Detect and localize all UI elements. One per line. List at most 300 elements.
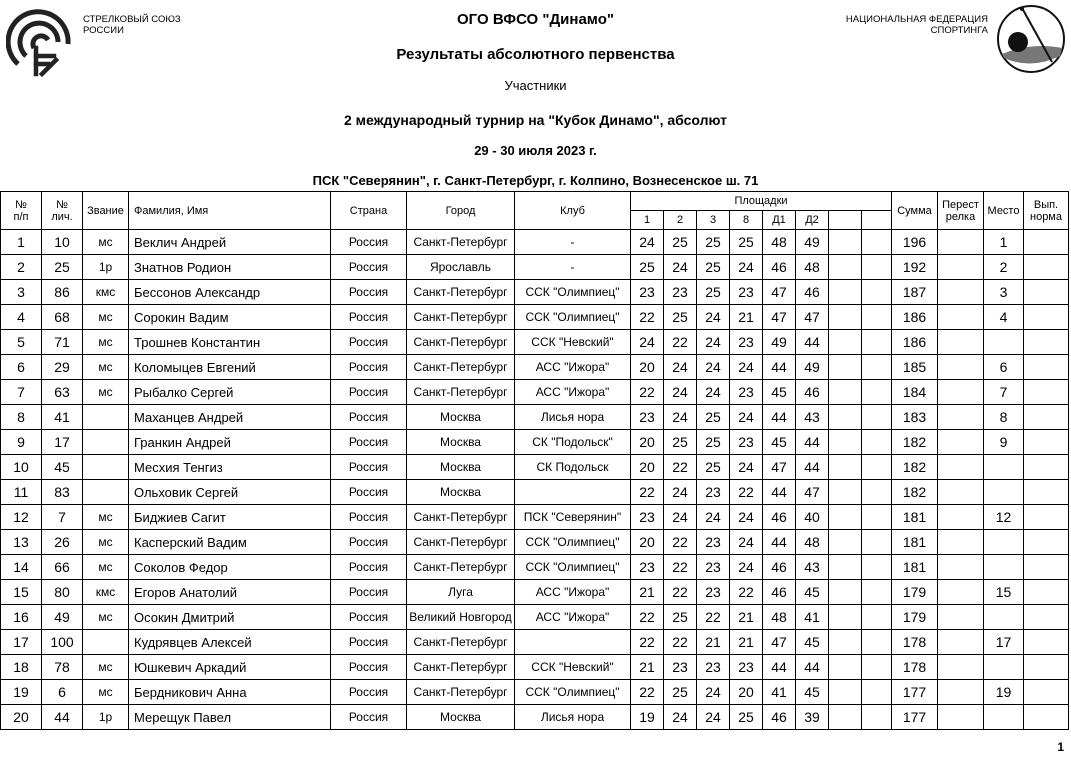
platform-score xyxy=(862,480,892,505)
club: АСС "Ижора" xyxy=(515,605,631,630)
platform-score: 23 xyxy=(697,580,730,605)
platform-score: 45 xyxy=(763,380,796,405)
city: Москва xyxy=(407,430,515,455)
athlete-name: Трошнев Константин xyxy=(129,330,331,355)
sport-rank: мс xyxy=(83,555,129,580)
platform-score: 49 xyxy=(796,355,829,380)
platform-score: 22 xyxy=(631,605,664,630)
sport-rank: мс xyxy=(83,305,129,330)
athlete-name: Маханцев Андрей xyxy=(129,405,331,430)
country: Россия xyxy=(331,255,407,280)
norm xyxy=(1024,505,1069,530)
row-number: 16 xyxy=(1,605,42,630)
table-row xyxy=(1,280,1069,305)
header-platform: Д1 xyxy=(763,211,796,230)
table-row xyxy=(1,505,1069,530)
city: Москва xyxy=(407,405,515,430)
platform-score: 24 xyxy=(730,530,763,555)
header-name: Фамилия, Имя xyxy=(129,192,331,230)
license-number: 17 xyxy=(42,430,83,455)
country: Россия xyxy=(331,455,407,480)
platform-score: 23 xyxy=(631,555,664,580)
platform-score: 23 xyxy=(631,280,664,305)
club: ССК "Олимпиец" xyxy=(515,305,631,330)
athlete-name: Мерещук Павел xyxy=(129,705,331,730)
sport-rank xyxy=(83,405,129,430)
norm xyxy=(1024,430,1069,455)
table-row xyxy=(1,580,1069,605)
row-number: 3 xyxy=(1,280,42,305)
club xyxy=(515,480,631,505)
platform-score: 22 xyxy=(631,480,664,505)
place xyxy=(984,605,1024,630)
platform-score: 23 xyxy=(730,280,763,305)
city: Москва xyxy=(407,455,515,480)
norm xyxy=(1024,280,1069,305)
platform-score xyxy=(829,280,862,305)
platform-score: 25 xyxy=(664,230,697,255)
shootoff xyxy=(938,705,984,730)
license-number: 6 xyxy=(42,680,83,705)
platform-score: 20 xyxy=(730,680,763,705)
shootoff xyxy=(938,680,984,705)
table-row xyxy=(1,455,1069,480)
place xyxy=(984,555,1024,580)
platform-score: 22 xyxy=(664,330,697,355)
license-number: 68 xyxy=(42,305,83,330)
license-number: 25 xyxy=(42,255,83,280)
place: 6 xyxy=(984,355,1024,380)
platform-score: 22 xyxy=(631,305,664,330)
platform-score: 46 xyxy=(796,280,829,305)
platform-score: 22 xyxy=(697,605,730,630)
platform-score: 24 xyxy=(730,255,763,280)
country: Россия xyxy=(331,280,407,305)
shootoff xyxy=(938,605,984,630)
total-sum: 183 xyxy=(892,405,938,430)
platform-score: 20 xyxy=(631,530,664,555)
platform-score xyxy=(862,655,892,680)
platform-score xyxy=(829,530,862,555)
platform-score: 44 xyxy=(796,430,829,455)
header-city: Город xyxy=(407,192,515,230)
header-platform xyxy=(862,211,892,230)
platform-score xyxy=(862,555,892,580)
platform-score xyxy=(862,280,892,305)
shootoff xyxy=(938,630,984,655)
platform-score: 47 xyxy=(763,305,796,330)
header-platform: 1 xyxy=(631,211,664,230)
country: Россия xyxy=(331,605,407,630)
row-number: 4 xyxy=(1,305,42,330)
place xyxy=(984,330,1024,355)
shootoff xyxy=(938,505,984,530)
header-platform: 3 xyxy=(697,211,730,230)
platform-score xyxy=(862,705,892,730)
total-sum: 181 xyxy=(892,555,938,580)
left-org-line-2: РОССИИ xyxy=(83,25,124,36)
platform-score: 21 xyxy=(631,655,664,680)
norm xyxy=(1024,655,1069,680)
platform-score xyxy=(862,355,892,380)
norm xyxy=(1024,705,1069,730)
platform-score xyxy=(829,380,862,405)
city: Санкт-Петербург xyxy=(407,630,515,655)
tournament-title: 2 международный турнир на "Кубок Динамо", абсолют xyxy=(344,112,727,128)
athlete-name: Кудрявцев Алексей xyxy=(129,630,331,655)
license-number: 83 xyxy=(42,480,83,505)
country: Россия xyxy=(331,480,407,505)
norm xyxy=(1024,630,1069,655)
header-platform xyxy=(829,211,862,230)
country: Россия xyxy=(331,580,407,605)
city: Санкт-Петербург xyxy=(407,530,515,555)
platform-score: 47 xyxy=(763,455,796,480)
city: Санкт-Петербург xyxy=(407,505,515,530)
platform-score xyxy=(862,455,892,480)
platform-score: 23 xyxy=(631,405,664,430)
table-row xyxy=(1,230,1069,255)
shootoff xyxy=(938,230,984,255)
place xyxy=(984,655,1024,680)
norm xyxy=(1024,680,1069,705)
place: 1 xyxy=(984,230,1024,255)
sport-rank: мс xyxy=(83,505,129,530)
row-number: 18 xyxy=(1,655,42,680)
platform-score: 25 xyxy=(664,680,697,705)
header-number: № п/п xyxy=(1,192,42,230)
platform-score: 21 xyxy=(730,605,763,630)
header-norm: Вып. норма xyxy=(1024,192,1069,230)
sport-rank: мс xyxy=(83,230,129,255)
club: ССК "Олимпиец" xyxy=(515,555,631,580)
platform-score xyxy=(829,630,862,655)
platform-score: 22 xyxy=(664,630,697,655)
platform-score: 23 xyxy=(697,555,730,580)
table-row xyxy=(1,655,1069,680)
platform-score: 46 xyxy=(763,255,796,280)
platform-score: 24 xyxy=(631,330,664,355)
header-place: Место xyxy=(984,192,1024,230)
table-row xyxy=(1,330,1069,355)
row-number: 1 xyxy=(1,230,42,255)
platform-score: 22 xyxy=(631,680,664,705)
header-club: Клуб xyxy=(515,192,631,230)
license-number: 100 xyxy=(42,630,83,655)
platform-score: 24 xyxy=(730,405,763,430)
norm xyxy=(1024,455,1069,480)
page-number: 1 xyxy=(1057,740,1064,754)
header-platforms: Площадки xyxy=(631,192,892,211)
platform-score: 24 xyxy=(697,505,730,530)
platform-score: 21 xyxy=(697,630,730,655)
platform-score: 24 xyxy=(664,355,697,380)
platform-score: 23 xyxy=(664,655,697,680)
license-number: 49 xyxy=(42,605,83,630)
license-number: 7 xyxy=(42,505,83,530)
row-number: 10 xyxy=(1,455,42,480)
platform-score: 43 xyxy=(796,405,829,430)
city: Санкт-Петербург xyxy=(407,655,515,680)
license-number: 26 xyxy=(42,530,83,555)
platform-score: 48 xyxy=(796,255,829,280)
platform-score: 25 xyxy=(664,430,697,455)
row-number: 17 xyxy=(1,630,42,655)
total-sum: 182 xyxy=(892,480,938,505)
table-row xyxy=(1,530,1069,555)
place: 3 xyxy=(984,280,1024,305)
platform-score: 20 xyxy=(631,355,664,380)
platform-score xyxy=(862,380,892,405)
platform-score: 24 xyxy=(730,355,763,380)
platform-score: 44 xyxy=(796,330,829,355)
platform-score: 25 xyxy=(697,455,730,480)
header-sum: Сумма xyxy=(892,192,938,230)
platform-score: 23 xyxy=(697,530,730,555)
city: Великий Новгород xyxy=(407,605,515,630)
left-org-line-1: СТРЕЛКОВЫЙ СОЮЗ xyxy=(83,14,181,25)
platform-score: 23 xyxy=(697,655,730,680)
platform-score: 24 xyxy=(664,705,697,730)
club: ССК "Олимпиец" xyxy=(515,530,631,555)
norm xyxy=(1024,305,1069,330)
results-title: Результаты абсолютного первенства xyxy=(396,46,675,63)
header-platform: 2 xyxy=(664,211,697,230)
platform-score xyxy=(862,530,892,555)
platform-score: 45 xyxy=(796,630,829,655)
total-sum: 179 xyxy=(892,580,938,605)
club: Лисья нора xyxy=(515,705,631,730)
platform-score: 23 xyxy=(664,280,697,305)
norm xyxy=(1024,230,1069,255)
platform-score: 25 xyxy=(697,280,730,305)
place: 4 xyxy=(984,305,1024,330)
city: Санкт-Петербург xyxy=(407,230,515,255)
country: Россия xyxy=(331,505,407,530)
norm xyxy=(1024,580,1069,605)
norm xyxy=(1024,530,1069,555)
shootoff xyxy=(938,355,984,380)
country: Россия xyxy=(331,680,407,705)
platform-score: 22 xyxy=(664,555,697,580)
place: 9 xyxy=(984,430,1024,455)
shootoff xyxy=(938,255,984,280)
sport-rank xyxy=(83,630,129,655)
platform-score: 24 xyxy=(730,455,763,480)
sport-rank: мс xyxy=(83,530,129,555)
header-license: № лич. xyxy=(42,192,83,230)
table-row xyxy=(1,680,1069,705)
sport-rank: кмс xyxy=(83,280,129,305)
table-row xyxy=(1,380,1069,405)
platform-score xyxy=(829,255,862,280)
platform-score: 40 xyxy=(796,505,829,530)
table-row xyxy=(1,630,1069,655)
norm xyxy=(1024,255,1069,280)
place: 2 xyxy=(984,255,1024,280)
athlete-name: Егоров Анатолий xyxy=(129,580,331,605)
norm xyxy=(1024,330,1069,355)
table-row xyxy=(1,255,1069,280)
platform-score: 22 xyxy=(730,580,763,605)
country: Россия xyxy=(331,405,407,430)
country: Россия xyxy=(331,630,407,655)
row-number: 14 xyxy=(1,555,42,580)
platform-score: 23 xyxy=(730,380,763,405)
license-number: 29 xyxy=(42,355,83,380)
total-sum: 181 xyxy=(892,505,938,530)
platform-score: 24 xyxy=(697,705,730,730)
row-number: 12 xyxy=(1,505,42,530)
table-row xyxy=(1,605,1069,630)
athlete-name: Знатнов Родион xyxy=(129,255,331,280)
norm xyxy=(1024,405,1069,430)
platform-score: 48 xyxy=(796,530,829,555)
sport-rank: мс xyxy=(83,680,129,705)
shootoff xyxy=(938,405,984,430)
platform-score: 21 xyxy=(730,305,763,330)
club: - xyxy=(515,255,631,280)
platform-score: 24 xyxy=(664,505,697,530)
shootoff xyxy=(938,455,984,480)
platform-score: 25 xyxy=(697,405,730,430)
total-sum: 178 xyxy=(892,630,938,655)
license-number: 71 xyxy=(42,330,83,355)
platform-score: 25 xyxy=(631,255,664,280)
platform-score: 23 xyxy=(730,655,763,680)
platform-score: 22 xyxy=(664,580,697,605)
total-sum: 192 xyxy=(892,255,938,280)
license-number: 44 xyxy=(42,705,83,730)
header-platform: 8 xyxy=(730,211,763,230)
country: Россия xyxy=(331,705,407,730)
platform-score: 48 xyxy=(763,230,796,255)
table-row xyxy=(1,430,1069,455)
row-number: 19 xyxy=(1,680,42,705)
table-row xyxy=(1,305,1069,330)
platform-score: 45 xyxy=(796,580,829,605)
city: Москва xyxy=(407,480,515,505)
sport-rank: мс xyxy=(83,380,129,405)
total-sum: 177 xyxy=(892,705,938,730)
platform-score: 46 xyxy=(763,505,796,530)
total-sum: 181 xyxy=(892,530,938,555)
license-number: 10 xyxy=(42,230,83,255)
club: ССК "Олимпиец" xyxy=(515,280,631,305)
platform-score: 46 xyxy=(763,555,796,580)
city: Санкт-Петербург xyxy=(407,305,515,330)
platform-score: 25 xyxy=(697,430,730,455)
event-dates: 29 - 30 июля 2023 г. xyxy=(474,143,597,158)
platform-score: 24 xyxy=(730,555,763,580)
platform-score: 24 xyxy=(631,230,664,255)
country: Россия xyxy=(331,230,407,255)
platform-score xyxy=(829,505,862,530)
country: Россия xyxy=(331,530,407,555)
platform-score: 46 xyxy=(763,705,796,730)
shootoff xyxy=(938,555,984,580)
table-row xyxy=(1,355,1069,380)
platform-score: 24 xyxy=(697,380,730,405)
platform-score xyxy=(829,230,862,255)
athlete-name: Касперский Вадим xyxy=(129,530,331,555)
table-row xyxy=(1,555,1069,580)
club: СК "Подольск" xyxy=(515,430,631,455)
club xyxy=(515,630,631,655)
platform-score: 24 xyxy=(697,330,730,355)
place xyxy=(984,480,1024,505)
club: Лисья нора xyxy=(515,405,631,430)
platform-score: 41 xyxy=(796,605,829,630)
platform-score: 44 xyxy=(763,530,796,555)
platform-score: 24 xyxy=(664,480,697,505)
platform-score: 23 xyxy=(730,430,763,455)
country: Россия xyxy=(331,430,407,455)
athlete-name: Сорокин Вадим xyxy=(129,305,331,330)
platform-score: 46 xyxy=(763,580,796,605)
total-sum: 182 xyxy=(892,455,938,480)
platform-score xyxy=(829,305,862,330)
total-sum: 184 xyxy=(892,380,938,405)
participants-label: Участники xyxy=(504,78,567,93)
row-number: 7 xyxy=(1,380,42,405)
total-sum: 178 xyxy=(892,655,938,680)
club: АСС "Ижора" xyxy=(515,355,631,380)
sport-rank: 1р xyxy=(83,705,129,730)
athlete-name: Ольховик Сергей xyxy=(129,480,331,505)
platform-score: 24 xyxy=(730,505,763,530)
platform-score xyxy=(829,705,862,730)
club: ПСК "Северянин" xyxy=(515,505,631,530)
place: 12 xyxy=(984,505,1024,530)
platform-score xyxy=(829,480,862,505)
platform-score: 24 xyxy=(664,255,697,280)
platform-score xyxy=(862,680,892,705)
shootoff xyxy=(938,655,984,680)
platform-score xyxy=(829,555,862,580)
athlete-name: Коломыцев Евгений xyxy=(129,355,331,380)
header-country: Страна xyxy=(331,192,407,230)
platform-score: 46 xyxy=(796,380,829,405)
platform-score xyxy=(862,630,892,655)
city: Санкт-Петербург xyxy=(407,355,515,380)
shootoff xyxy=(938,330,984,355)
total-sum: 182 xyxy=(892,430,938,455)
sport-rank xyxy=(83,455,129,480)
row-number: 8 xyxy=(1,405,42,430)
place: 19 xyxy=(984,680,1024,705)
platform-score: 23 xyxy=(631,505,664,530)
platform-score: 49 xyxy=(763,330,796,355)
sport-rank: кмс xyxy=(83,580,129,605)
platform-score: 23 xyxy=(697,480,730,505)
total-sum: 186 xyxy=(892,330,938,355)
club: СК Подольск xyxy=(515,455,631,480)
place: 8 xyxy=(984,405,1024,430)
platform-score: 20 xyxy=(631,455,664,480)
platform-score: 39 xyxy=(796,705,829,730)
platform-score: 25 xyxy=(664,305,697,330)
athlete-name: Юшкевич Аркадий xyxy=(129,655,331,680)
country: Россия xyxy=(331,555,407,580)
total-sum: 177 xyxy=(892,680,938,705)
platform-score: 24 xyxy=(697,680,730,705)
city: Санкт-Петербург xyxy=(407,280,515,305)
platform-score: 45 xyxy=(796,680,829,705)
country: Россия xyxy=(331,655,407,680)
norm xyxy=(1024,355,1069,380)
sport-rank: мс xyxy=(83,605,129,630)
